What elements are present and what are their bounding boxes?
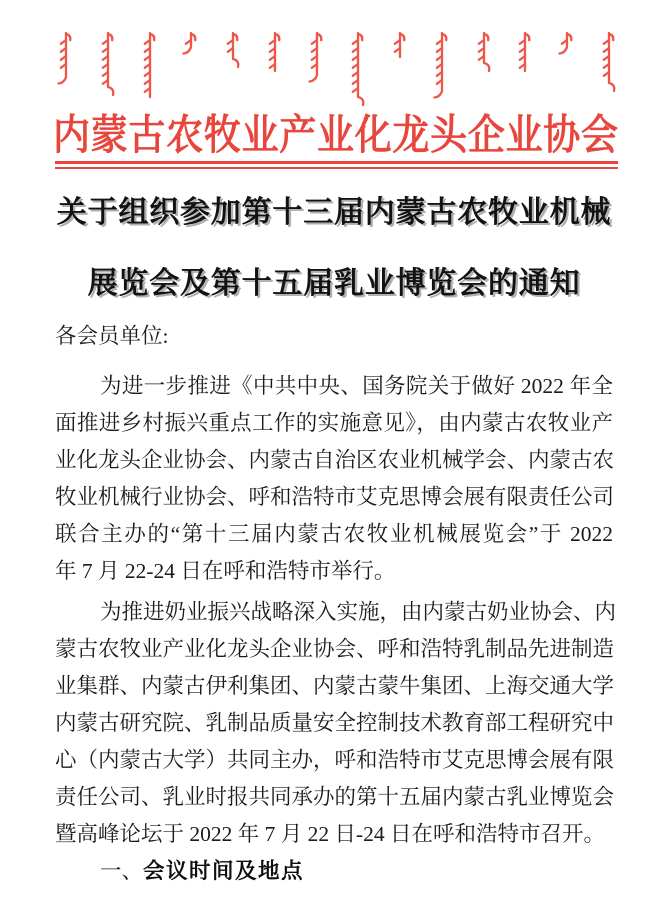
mongolian-word-icon — [389, 31, 411, 69]
mongolian-word-icon — [556, 31, 578, 59]
section-heading — [55, 853, 613, 890]
red-divider — [55, 161, 618, 169]
body-line: 为进一步推进《中共中央、国务院关于做好 2022 年全 — [100, 374, 613, 398]
paragraph — [55, 368, 613, 590]
body-line: 联合主办的“第十三届内蒙古农牧业机械展览会”于 2022 — [55, 522, 613, 546]
mongolian-word-icon — [306, 31, 328, 87]
document-title-line2: 展览会及第十五届乳业博览会的通知 — [87, 267, 581, 300]
mongolian-word-icon — [514, 31, 536, 83]
paragraphs — [55, 368, 617, 853]
mongolian-script-row — [55, 31, 620, 109]
mongolian-word-icon — [598, 31, 620, 95]
mongolian-word-icon — [139, 31, 161, 109]
paragraph — [55, 594, 617, 853]
body-line: 业集群、内蒙古伊利集团、内蒙古蒙牛集团、上海交通大学 — [55, 674, 615, 698]
mongolian-word-icon — [222, 31, 244, 71]
body-line: 责任公司、乳业时报共同承办的第十五届内蒙古乳业博览会 — [55, 785, 615, 809]
body-line: 业化龙头企业协会、内蒙古自治区农业机械学会、内蒙古农 — [55, 448, 615, 472]
body-line: 年 7 月 22-24 日在呼和浩特市举行。 — [55, 559, 396, 583]
mongolian-word-icon — [180, 31, 202, 59]
document-body — [55, 318, 617, 890]
mongolian-word-icon — [347, 31, 369, 109]
mongolian-word-icon — [473, 31, 495, 75]
salutation: 各会员单位: — [55, 324, 169, 348]
section-heading-text: 会议时间及地点 — [143, 859, 305, 883]
body-line: 心（内蒙古大学）共同主办，呼和浩特市艾克思博会展有限 — [55, 748, 615, 772]
body-line: 蒙古农牧业产业化龙头企业协会、呼和浩特乳制品先进制造 — [55, 637, 615, 661]
mongolian-word-icon — [55, 31, 77, 89]
document-title — [0, 177, 668, 319]
org-name: 内蒙古农牧业产业化龙头企业协会 — [53, 113, 618, 160]
body-line: 内蒙古研究院、乳制品质量安全控制技术教育部工程研究中 — [55, 711, 615, 735]
mongolian-word-icon — [97, 31, 119, 99]
section-heading-number: 一、 — [100, 859, 144, 883]
body-line: 面推进乡村振兴重点工作的实施意见》，由内蒙古农牧业产 — [55, 411, 613, 435]
mongolian-word-icon — [264, 31, 286, 83]
body-line: 牧业机械行业协会、呼和浩特市艾克思博会展有限责任公司 — [55, 485, 615, 509]
body-line: 暨高峰论坛于 2022 年 7 月 22 日-24 日在呼和浩特市召开。 — [55, 822, 606, 846]
document-title-line1: 关于组织参加第十三届内蒙古农牧业机械 — [56, 196, 612, 229]
mongolian-word-icon — [431, 31, 453, 103]
body-line: 为推进奶业振兴战略深入实施，由内蒙古奶业协会、内 — [100, 600, 617, 624]
